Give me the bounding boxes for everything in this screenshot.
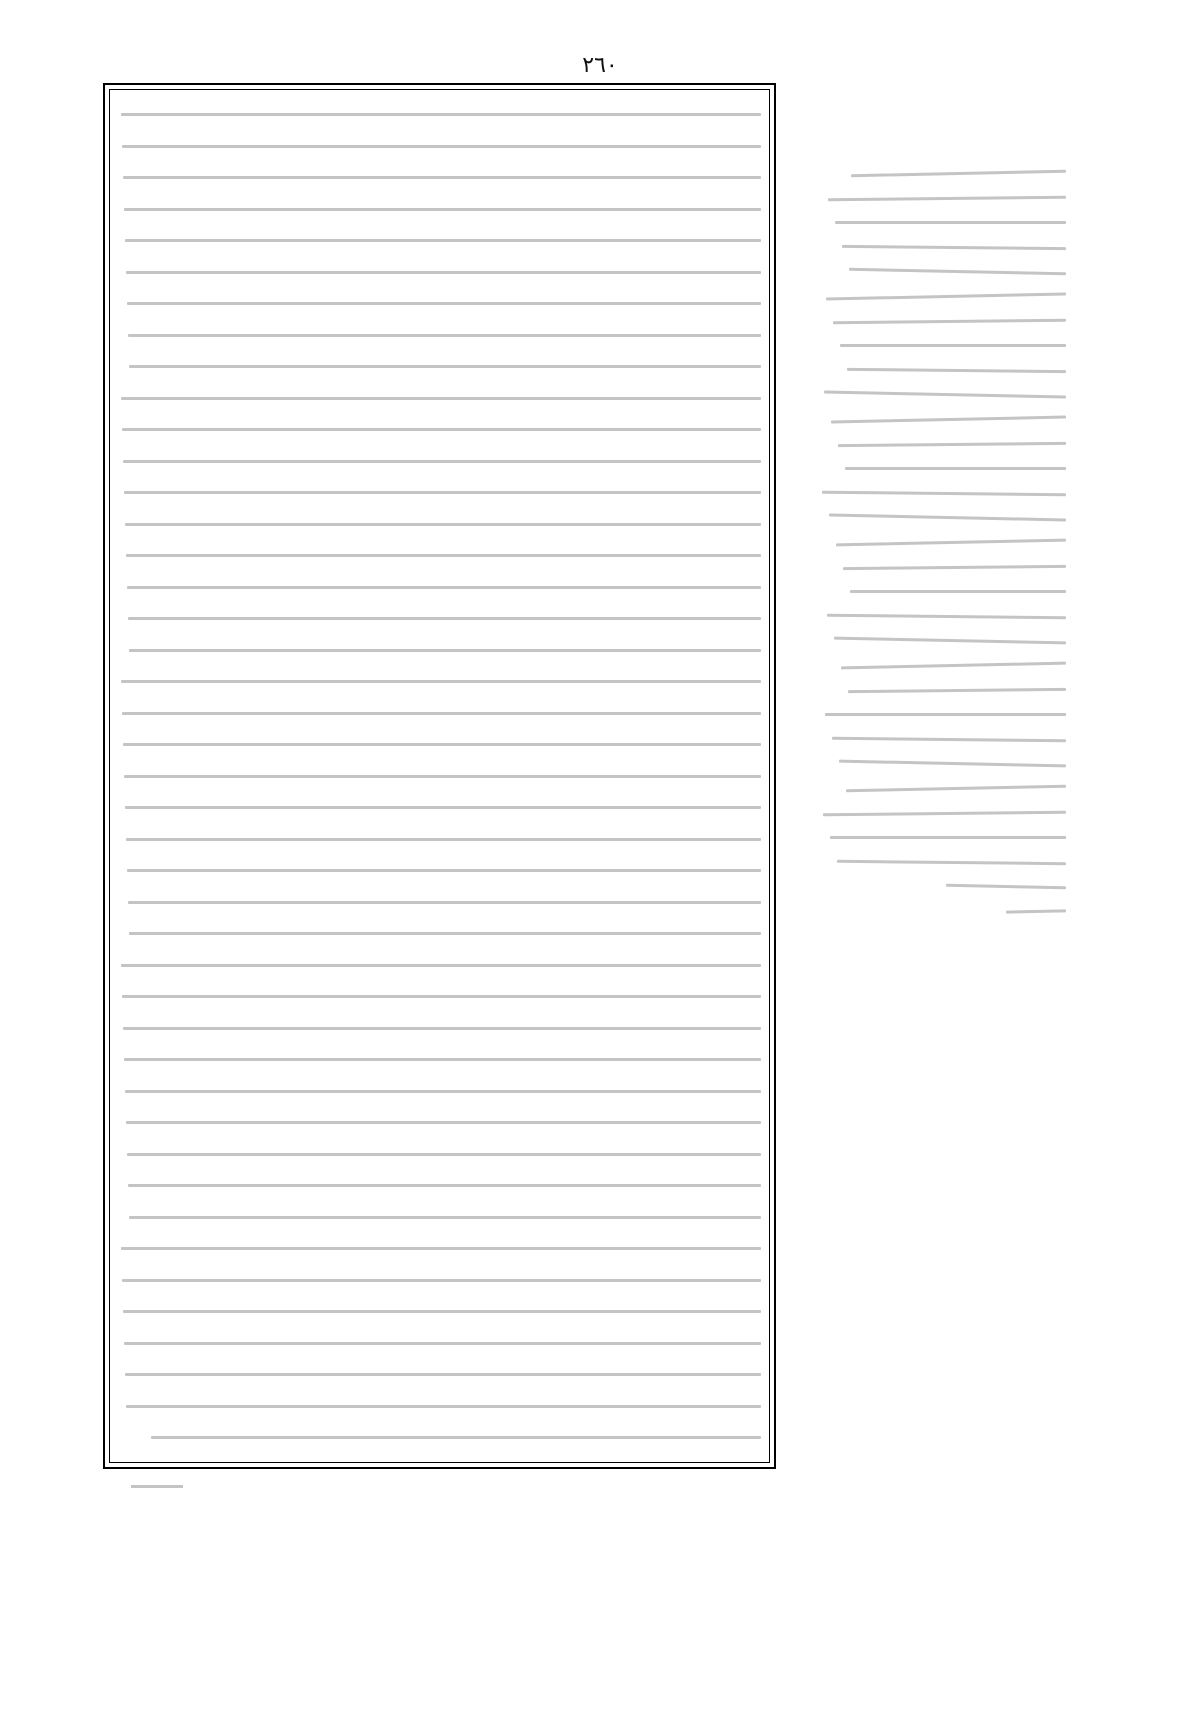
main-text-line [121, 964, 761, 967]
main-text-line [121, 397, 761, 400]
main-text-line [122, 428, 761, 431]
main-text-frame [103, 83, 776, 1469]
main-text-line [126, 1405, 761, 1408]
main-text-line [127, 869, 761, 872]
main-text-line [125, 1090, 761, 1093]
margin-note-line [848, 688, 1066, 693]
margin-note-line [849, 268, 1066, 276]
main-text-line [124, 775, 761, 778]
main-text-line [129, 649, 761, 652]
main-text-line [122, 1279, 761, 1282]
main-text-line [124, 1342, 761, 1345]
margin-note-line [828, 196, 1066, 201]
margin-note-line [833, 319, 1066, 324]
margin-note-line [838, 442, 1066, 447]
margin-note-line [831, 416, 1066, 424]
main-text-line [121, 1247, 761, 1250]
main-text-line [125, 523, 761, 526]
margin-note [816, 166, 1066, 930]
main-text-line [128, 901, 761, 904]
main-text-line [124, 1058, 761, 1061]
main-text-line [128, 334, 761, 337]
main-text-line [123, 743, 761, 746]
margin-note-line [946, 884, 1066, 890]
margin-note-line [847, 368, 1066, 373]
main-text-line [129, 932, 761, 935]
margin-note-line [832, 737, 1066, 742]
margin-note-line [839, 760, 1066, 768]
main-text-line [129, 365, 761, 368]
main-text-line [125, 1373, 761, 1376]
margin-note-line [836, 539, 1066, 547]
margin-note-line [845, 467, 1066, 470]
main-text-line [121, 113, 761, 116]
catchword [125, 1472, 189, 1500]
main-text-line [123, 460, 761, 463]
main-text-line [123, 176, 761, 179]
margin-note-line [1006, 909, 1066, 913]
main-text-line [123, 1310, 761, 1313]
margin-note-line [835, 221, 1066, 224]
main-text-line [125, 239, 761, 242]
margin-note-line [846, 785, 1066, 793]
margin-note-line [843, 565, 1066, 570]
margin-note-line [837, 860, 1066, 865]
main-text-line [127, 586, 761, 589]
margin-note-line [851, 170, 1066, 178]
main-text-line [124, 208, 761, 211]
margin-note-line [841, 662, 1066, 670]
margin-note-line [827, 614, 1066, 620]
margin-note-line [825, 713, 1066, 716]
main-text-line [122, 995, 761, 998]
margin-note-line [830, 836, 1066, 839]
main-text-line [151, 1436, 761, 1439]
main-text-line [126, 271, 761, 274]
main-text-line [122, 145, 761, 148]
main-text-line [124, 491, 761, 494]
main-text-line [126, 838, 761, 841]
main-text-line [127, 302, 761, 305]
main-text-line [121, 680, 761, 683]
margin-note-line [823, 811, 1066, 817]
main-text-line [128, 1184, 761, 1187]
main-text-line [127, 1153, 761, 1156]
margin-note-line [850, 590, 1066, 593]
main-text-line [123, 1027, 761, 1030]
main-text-line [129, 1216, 761, 1219]
margin-note-line [824, 390, 1066, 398]
margin-note-line [822, 491, 1066, 497]
main-text-line [122, 712, 761, 715]
page-number: ٢٦٠ [582, 53, 618, 78]
margin-note-line [840, 344, 1066, 347]
main-text-line [128, 617, 761, 620]
margin-note-line [842, 245, 1066, 250]
margin-note-line [834, 637, 1066, 645]
main-text-line [125, 806, 761, 809]
margin-note-line [829, 514, 1066, 522]
main-text-line [126, 1121, 761, 1124]
main-text-line [126, 554, 761, 557]
margin-note-line [826, 292, 1066, 300]
